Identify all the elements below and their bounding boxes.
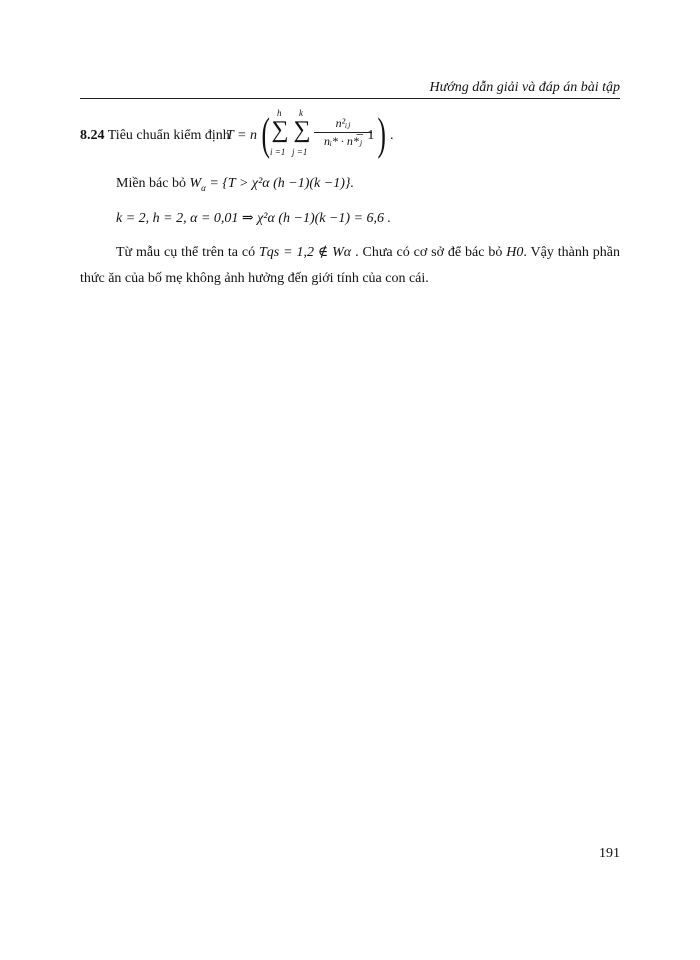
page-number: 191: [599, 846, 620, 861]
outer-sum: [270, 108, 290, 157]
outer-sum-lower: i =1: [270, 147, 286, 157]
inner-sum-upper: k: [299, 108, 303, 118]
inner-sum-lower: j =1: [292, 147, 308, 157]
rejection-region-line: [116, 176, 354, 193]
outer-sum-upper: h: [277, 108, 282, 118]
observed-statistic: Tqs = 1,2 ∉ Wα: [258, 245, 352, 260]
fraction-numerator: n²ᵢⱼ: [335, 116, 351, 130]
formula-period: .: [390, 128, 394, 143]
null-hypothesis: H0: [506, 245, 524, 260]
conclusion-text-1: Từ mẫu cụ thể trên ta có: [116, 245, 256, 260]
rejection-set: = {T > χ²α (h −1)(k −1)}.: [209, 176, 354, 191]
problem-intro-line: [80, 128, 230, 144]
rejection-symbol: W: [189, 176, 202, 191]
sigma-symbol: ∑: [271, 117, 289, 143]
header-divider: [80, 98, 620, 99]
alpha-subscript: α: [201, 182, 206, 193]
inner-sum: [292, 108, 312, 157]
running-header: Hướng dẫn giải và đáp án bài tập: [429, 80, 620, 95]
problem-intro-text: Tiêu chuẩn kiểm định: [107, 128, 230, 143]
test-statistic-formula: [226, 110, 396, 162]
parameters-line: k = 2, h = 2, α = 0,01 ⇒ χ²α (h −1)(k −1) = 6,6 .: [116, 211, 392, 226]
formula-lhs: T = n: [226, 128, 257, 143]
conclusion-text-2: . Chưa có cơ sở để bác bỏ: [355, 245, 503, 260]
left-paren: (: [261, 108, 270, 159]
conclusion-paragraph: [80, 240, 620, 292]
sigma-symbol: ∑: [293, 117, 311, 143]
rejection-label: Miền bác bỏ: [116, 176, 186, 191]
problem-number: 8.24: [80, 128, 105, 143]
right-paren: ): [377, 108, 386, 159]
formula-tail: − 1: [356, 128, 375, 143]
fraction-denominator: nᵢ* · n*ⱼ: [323, 134, 363, 148]
conclusion-text-3: . Vậy thành phần thức ăn của bố mẹ không ảnh hưởng đến giới tính của con cái.: [80, 245, 621, 286]
